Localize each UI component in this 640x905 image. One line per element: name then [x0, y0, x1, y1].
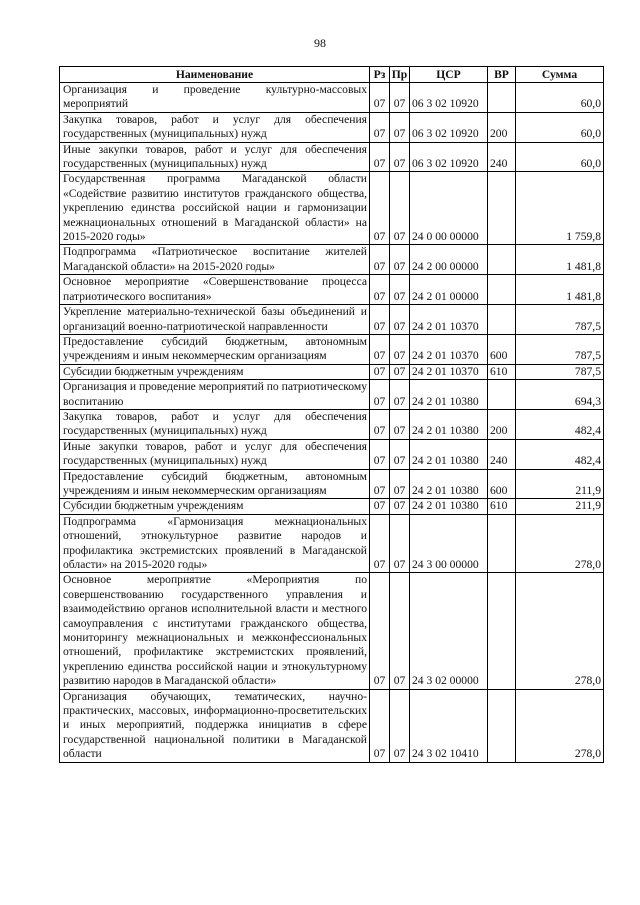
table-row	[60, 499, 604, 514]
row-name-cell: Закупка товаров, работ и услуг для обеспечения государственных (муниципальных) нужд	[60, 112, 370, 142]
row-csr-cell: 24 2 01 10380	[410, 380, 488, 410]
row-pr-cell: 07	[390, 172, 410, 245]
row-rz-cell: 07	[370, 514, 390, 573]
table-header-row	[60, 67, 604, 83]
row-pr-cell: 07	[390, 112, 410, 142]
header-csr: ЦСР	[410, 67, 488, 83]
row-sum-cell: 60,0	[516, 83, 604, 113]
row-vr-cell	[488, 514, 516, 573]
row-rz-cell: 07	[370, 83, 390, 113]
row-sum-cell: 211,9	[516, 469, 604, 499]
row-vr-cell	[488, 275, 516, 305]
table-row	[60, 573, 604, 689]
row-pr-cell: 07	[390, 439, 410, 469]
row-sum-cell: 1 759,8	[516, 172, 604, 245]
row-sum-cell: 1 481,8	[516, 275, 604, 305]
row-vr-cell	[488, 83, 516, 113]
row-name-cell: Предоставление субсидий бюджетным, автономным учреждениям и иным некоммерческим организациям	[60, 334, 370, 364]
row-csr-cell: 24 0 00 00000	[410, 172, 488, 245]
row-sum-cell: 1 481,8	[516, 245, 604, 275]
row-csr-cell: 24 2 01 10380	[410, 499, 488, 514]
row-name-cell: Иные закупки товаров, работ и услуг для обеспечения государственных (муниципальных) нужд	[60, 142, 370, 172]
row-csr-cell: 24 2 00 00000	[410, 245, 488, 275]
row-sum-cell: 60,0	[516, 142, 604, 172]
row-name-cell: Государственная программа Магаданской области «Содействие развитию институтов гражданского общества, укреплению единства российской нации и гармонизации межнациональных отношений в Магаданской области» на 2015-2020 годы»	[60, 172, 370, 245]
row-rz-cell: 07	[370, 499, 390, 514]
row-pr-cell: 07	[390, 83, 410, 113]
row-vr-cell	[488, 689, 516, 762]
table-row	[60, 380, 604, 410]
row-name-cell: Предоставление субсидий бюджетным, автономным учреждениям и иным некоммерческим организациям	[60, 469, 370, 499]
row-pr-cell: 07	[390, 499, 410, 514]
row-pr-cell: 07	[390, 689, 410, 762]
row-sum-cell: 787,5	[516, 364, 604, 379]
row-sum-cell: 211,9	[516, 499, 604, 514]
row-vr-cell: 200	[488, 409, 516, 439]
row-rz-cell: 07	[370, 469, 390, 499]
table-row	[60, 439, 604, 469]
row-pr-cell: 07	[390, 334, 410, 364]
row-name-cell: Организация обучающих, тематических, научно-практических, массовых, информационно-просветительских и иных мероприятий, поддержка инициатив в сфере государственной национальной политики в Магаданской области	[60, 689, 370, 762]
row-vr-cell: 240	[488, 142, 516, 172]
row-rz-cell: 07	[370, 245, 390, 275]
row-csr-cell: 24 2 01 10370	[410, 305, 488, 335]
row-vr-cell: 600	[488, 469, 516, 499]
row-rz-cell: 07	[370, 364, 390, 379]
row-vr-cell	[488, 245, 516, 275]
row-name-cell: Субсидии бюджетным учреждениям	[60, 499, 370, 514]
row-csr-cell: 24 2 01 10380	[410, 439, 488, 469]
table-row	[60, 172, 604, 245]
row-rz-cell: 07	[370, 409, 390, 439]
row-sum-cell: 482,4	[516, 409, 604, 439]
row-pr-cell: 07	[390, 573, 410, 689]
row-csr-cell: 24 2 01 10380	[410, 409, 488, 439]
row-name-cell: Иные закупки товаров, работ и услуг для обеспечения государственных (муниципальных) нужд	[60, 439, 370, 469]
row-name-cell: Основное мероприятие «Мероприятия по совершенствованию государственного управления и взаимодействию органов исполнительной власти и местного самоуправления с институтами гражданского общества, мониторингу межнациональных и межконфессиональных отношений, профилактике экстремистских проявлений, укреплению единства российской нации и этнокультурному развитию народов в Магаданской области»	[60, 573, 370, 689]
table-row	[60, 275, 604, 305]
row-rz-cell: 07	[370, 305, 390, 335]
row-sum-cell: 787,5	[516, 334, 604, 364]
row-vr-cell: 200	[488, 112, 516, 142]
row-rz-cell: 07	[370, 573, 390, 689]
budget-table	[59, 66, 604, 763]
row-name-cell: Организация и проведение мероприятий по патриотическому воспитанию	[60, 380, 370, 410]
row-sum-cell: 278,0	[516, 689, 604, 762]
row-csr-cell: 06 3 02 10920	[410, 142, 488, 172]
row-rz-cell: 07	[370, 112, 390, 142]
row-pr-cell: 07	[390, 142, 410, 172]
table-row	[60, 409, 604, 439]
table-row	[60, 112, 604, 142]
row-csr-cell: 24 2 01 00000	[410, 275, 488, 305]
row-csr-cell: 24 2 01 10370	[410, 364, 488, 379]
row-pr-cell: 07	[390, 364, 410, 379]
row-sum-cell: 787,5	[516, 305, 604, 335]
row-vr-cell: 240	[488, 439, 516, 469]
row-vr-cell	[488, 380, 516, 410]
row-name-cell: Подпрограмма «Гармонизация межнациональных отношений, этнокультурное развитие народов и профилактика экстремистских проявлений в Магаданской области» на 2015-2020 годы»	[60, 514, 370, 573]
table-row	[60, 142, 604, 172]
row-sum-cell: 278,0	[516, 514, 604, 573]
row-pr-cell: 07	[390, 245, 410, 275]
row-rz-cell: 07	[370, 334, 390, 364]
header-vr: ВР	[488, 67, 516, 83]
row-csr-cell: 06 3 02 10920	[410, 112, 488, 142]
table-row	[60, 364, 604, 379]
row-vr-cell	[488, 305, 516, 335]
row-vr-cell: 600	[488, 334, 516, 364]
page-number: 98	[314, 36, 326, 50]
header-pr: Пр	[390, 67, 410, 83]
row-pr-cell: 07	[390, 469, 410, 499]
row-name-cell: Укрепление материально-технической базы объединений и организаций военно-патриотической направленности	[60, 305, 370, 335]
row-pr-cell: 07	[390, 380, 410, 410]
row-pr-cell: 07	[390, 305, 410, 335]
row-rz-cell: 07	[370, 380, 390, 410]
row-csr-cell: 24 3 02 00000	[410, 573, 488, 689]
row-rz-cell: 07	[370, 172, 390, 245]
table-row	[60, 469, 604, 499]
table-row	[60, 334, 604, 364]
table-row	[60, 305, 604, 335]
row-name-cell: Закупка товаров, работ и услуг для обеспечения государственных (муниципальных) нужд	[60, 409, 370, 439]
row-csr-cell: 24 2 01 10370	[410, 334, 488, 364]
row-vr-cell	[488, 172, 516, 245]
row-name-cell: Субсидии бюджетным учреждениям	[60, 364, 370, 379]
row-vr-cell: 610	[488, 364, 516, 379]
row-sum-cell: 694,3	[516, 380, 604, 410]
row-name-cell: Подпрограмма «Патриотическое воспитание жителей Магаданской области» на 2015-2020 годы»	[60, 245, 370, 275]
row-rz-cell: 07	[370, 275, 390, 305]
header-sum: Сумма	[516, 67, 604, 83]
row-vr-cell	[488, 573, 516, 689]
row-name-cell: Основное мероприятие «Совершенствование процесса патриотического воспитания»	[60, 275, 370, 305]
row-rz-cell: 07	[370, 439, 390, 469]
header-name: Наименование	[60, 67, 370, 83]
row-sum-cell: 60,0	[516, 112, 604, 142]
row-pr-cell: 07	[390, 514, 410, 573]
table-body	[60, 83, 604, 763]
table-row	[60, 83, 604, 113]
table-row	[60, 689, 604, 762]
table-row	[60, 514, 604, 573]
table-row	[60, 245, 604, 275]
row-csr-cell: 06 3 02 10920	[410, 83, 488, 113]
row-rz-cell: 07	[370, 689, 390, 762]
row-vr-cell: 610	[488, 499, 516, 514]
row-pr-cell: 07	[390, 409, 410, 439]
header-rz: Рз	[370, 67, 390, 83]
row-name-cell: Организация и проведение культурно-массовых мероприятий	[60, 83, 370, 113]
row-csr-cell: 24 3 00 00000	[410, 514, 488, 573]
row-sum-cell: 482,4	[516, 439, 604, 469]
row-pr-cell: 07	[390, 275, 410, 305]
row-csr-cell: 24 3 02 10410	[410, 689, 488, 762]
row-sum-cell: 278,0	[516, 573, 604, 689]
row-rz-cell: 07	[370, 142, 390, 172]
row-csr-cell: 24 2 01 10380	[410, 469, 488, 499]
